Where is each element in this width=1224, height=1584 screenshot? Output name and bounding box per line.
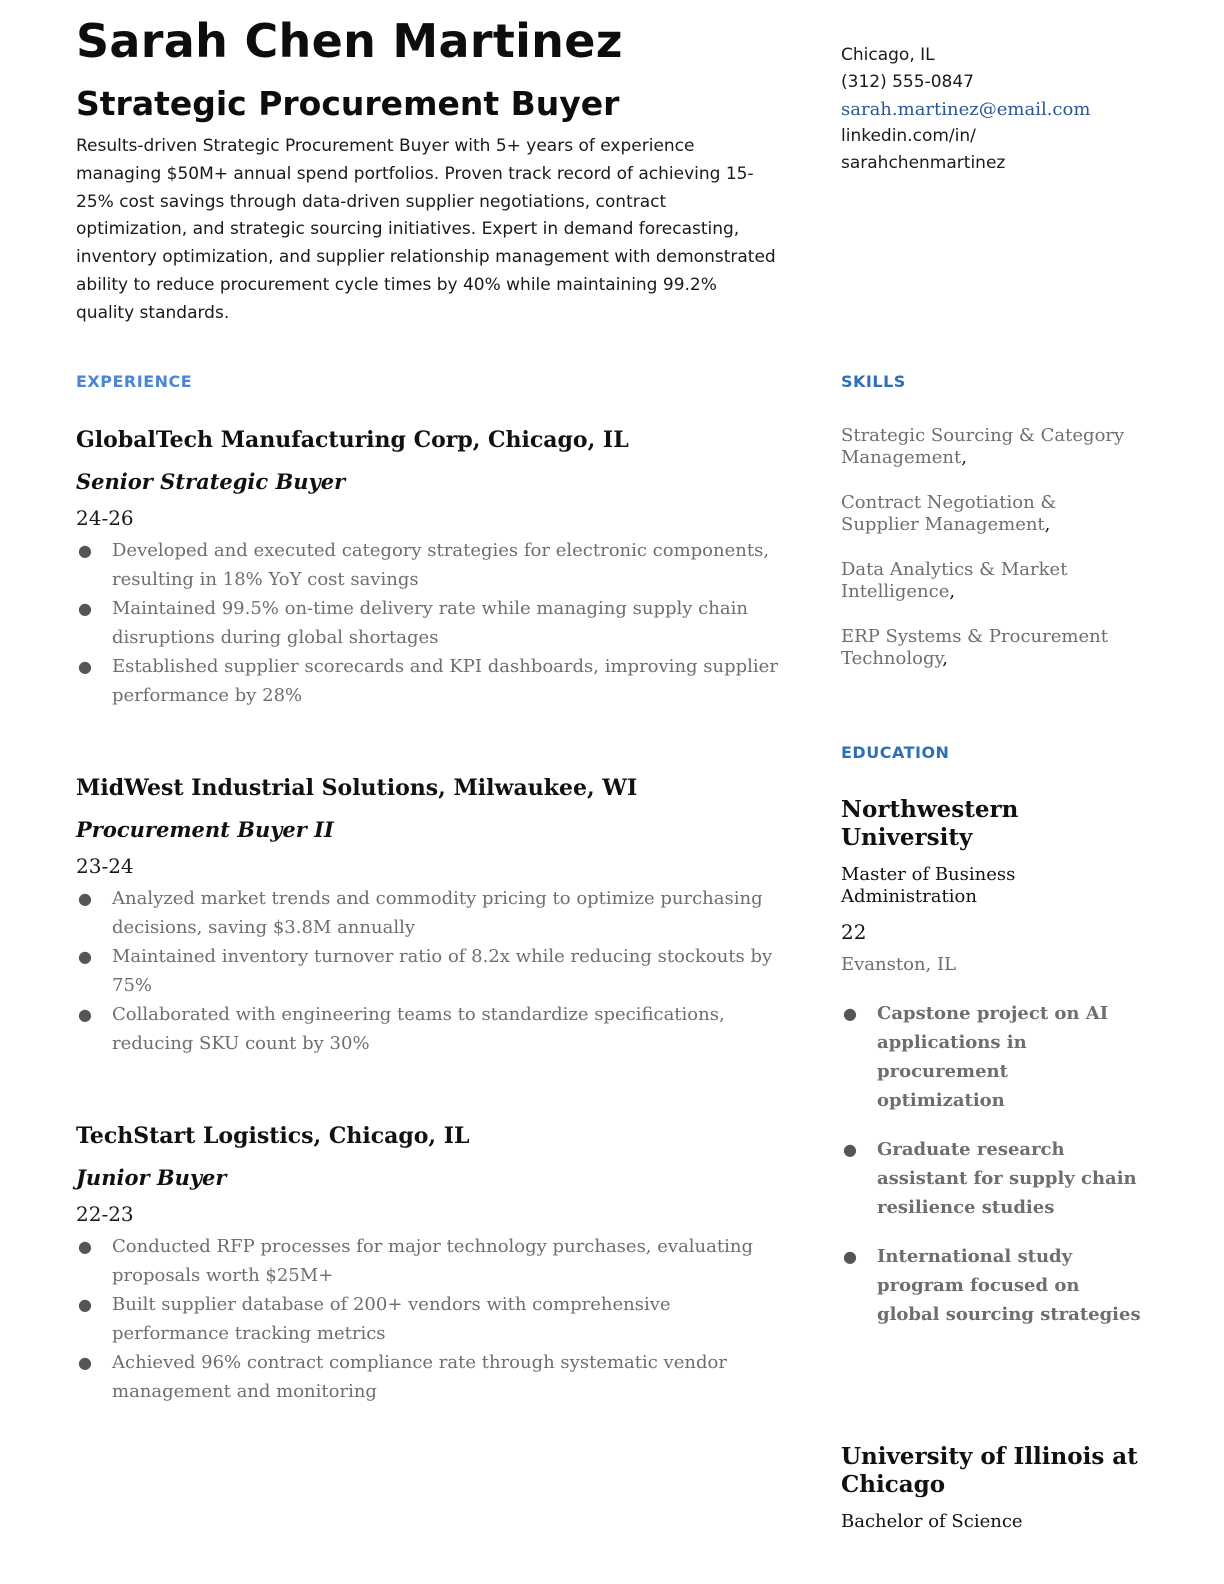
bullet-icon: ●: [78, 541, 92, 560]
bullet-icon: ●: [843, 1247, 857, 1266]
job-bullet: ● Conducted RFP processes for major technology purchases, evaluating proposals worth $25M+: [76, 1232, 791, 1290]
job-bullet: ● Collaborated with engineering teams to standardize specifications, reducing SKU count by 30%: [76, 1000, 791, 1058]
job-bullet: ● Analyzed market trends and commodity pricing to optimize purchasing decisions, saving $3.8M annually: [76, 884, 791, 942]
skills-list: [841, 425, 1131, 693]
contact-phone: (312) 555-0847: [841, 72, 974, 92]
education-bullet: ● Capstone project on AI applications in procurement optimization: [841, 999, 1141, 1115]
education-bullet: ● International study program focused on global sourcing strategies: [841, 1242, 1141, 1329]
contact-block: [841, 42, 1141, 177]
school-name: Northwestern University: [841, 796, 1019, 851]
degree: Bachelor of Science: [841, 1511, 1023, 1532]
bullet-icon: ●: [78, 947, 92, 966]
contact-linkedin-line2[interactable]: sarahchenmartinez: [841, 153, 1006, 173]
skill-item: Strategic Sourcing & Category Management,: [841, 425, 1125, 468]
job-company: MidWest Industrial Solutions, Milwaukee, WI: [76, 775, 638, 801]
job-dates: 23-24: [76, 854, 134, 878]
skills-heading: SKILLS: [841, 372, 906, 391]
job-bullet: ● Developed and executed category strategies for electronic components, resulting in 18% YoY cost savings: [76, 536, 791, 594]
degree: Master of Business Administration: [841, 864, 1016, 907]
bullet-icon: ●: [843, 1004, 857, 1023]
education-bullet: ● Graduate research assistant for supply chain resilience studies: [841, 1135, 1141, 1222]
job-entry: [76, 1123, 791, 1406]
job-bullet: ● Maintained 99.5% on-time delivery rate while managing supply chain disruptions during global shortages: [76, 594, 791, 652]
contact-email[interactable]: sarah.martinez@email.com: [841, 99, 1091, 120]
skill-item: ERP Systems & Procurement Technology,: [841, 626, 1108, 669]
bullet-icon: ●: [843, 1140, 857, 1159]
job-bullet: ● Achieved 96% contract compliance rate through systematic vendor management and monitoring: [76, 1348, 791, 1406]
skill-item: Data Analytics & Market Intelligence,: [841, 559, 1068, 602]
bullet-icon: ●: [78, 1237, 92, 1256]
job-bullets: [76, 536, 791, 710]
professional-summary: Results-driven Strategic Procurement Buyer with 5+ years of experience managing $50M+ annual spend portfolios. Proven track record of achieving 15-25% cost savings through data-driven supplier negotiations, contract optimization, and strategic sourcing initiatives. Expert in demand forecasting, inventory optimization, and supplier relationship management with demonstrated ability to reduce procurement cycle times by 40% while maintaining 99.2% quality standards.: [76, 136, 776, 323]
candidate-name: Sarah Chen Martinez: [76, 14, 623, 68]
candidate-title: Strategic Procurement Buyer: [76, 84, 620, 123]
bullet-icon: ●: [78, 1005, 92, 1024]
bullet-icon: ●: [78, 657, 92, 676]
contact-linkedin-line1[interactable]: linkedin.com/in/: [841, 126, 976, 146]
skill-item: Contract Negotiation & Supplier Management,: [841, 492, 1057, 535]
job-company: GlobalTech Manufacturing Corp, Chicago, IL: [76, 427, 629, 453]
job-company: TechStart Logistics, Chicago, IL: [76, 1123, 470, 1149]
education-entry: [841, 796, 1141, 1349]
job-bullet: ● Established supplier scorecards and KPI dashboards, improving supplier performance by 28%: [76, 652, 791, 710]
contact-location: Chicago, IL: [841, 45, 935, 65]
experience-heading: EXPERIENCE: [76, 372, 193, 391]
job-entry: [76, 427, 791, 710]
education-heading: EDUCATION: [841, 743, 950, 762]
bullet-icon: ●: [78, 1295, 92, 1314]
job-dates: 24-26: [76, 506, 134, 530]
job-bullets: [76, 1232, 791, 1406]
bullet-icon: ●: [78, 889, 92, 908]
education-bullets: [841, 999, 1141, 1329]
job-role: Senior Strategic Buyer: [76, 469, 346, 494]
job-role: Junior Buyer: [76, 1165, 227, 1190]
job-entry: [76, 775, 791, 1058]
school-location: Evanston, IL: [841, 954, 957, 975]
job-bullets: [76, 884, 791, 1058]
job-dates: 22-23: [76, 1202, 134, 1226]
education-entry: [841, 1443, 1141, 1533]
job-role: Procurement Buyer II: [76, 817, 334, 842]
bullet-icon: ●: [78, 1353, 92, 1372]
job-bullet: ● Built supplier database of 200+ vendors with comprehensive performance tracking metrics: [76, 1290, 791, 1348]
job-bullet: ● Maintained inventory turnover ratio of 8.2x while reducing stockouts by 75%: [76, 942, 791, 1000]
graduation-year: 22: [841, 920, 867, 944]
school-name: University of Illinois at Chicago: [841, 1443, 1138, 1498]
bullet-icon: ●: [78, 599, 92, 618]
